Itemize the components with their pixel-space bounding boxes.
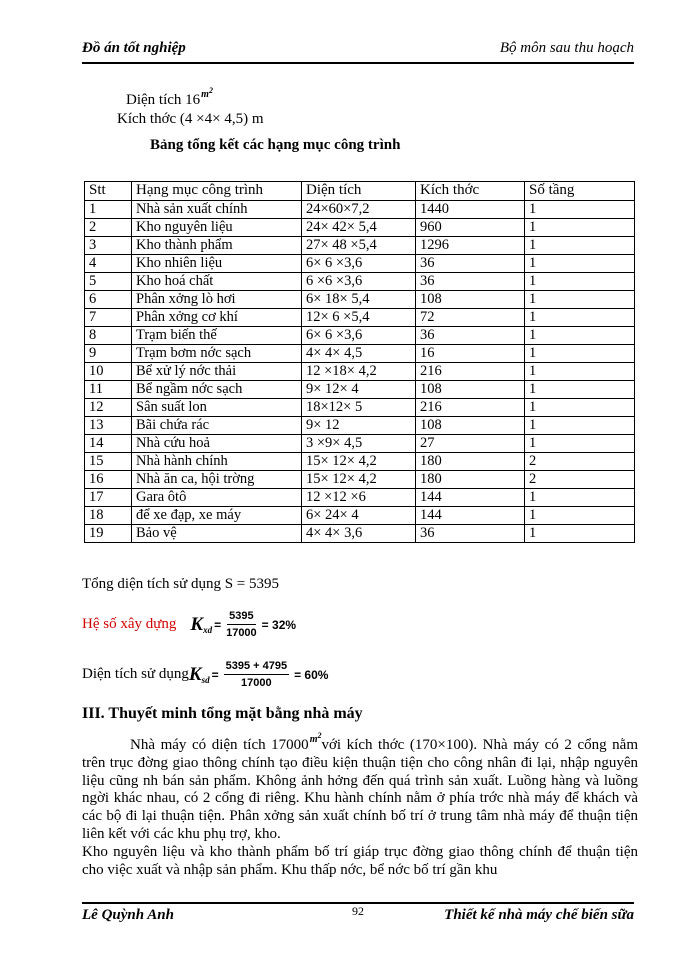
table-row [85, 471, 635, 489]
table-cell: 4× 4× 4,5 [302, 345, 416, 363]
table-cell: 36 [416, 273, 525, 291]
table-cell: 12 ×18× 4,2 [302, 363, 416, 381]
table-cell: 12 [85, 399, 132, 417]
table-row [85, 273, 635, 291]
table-row [85, 381, 635, 399]
table-cell: 19 [85, 525, 132, 543]
table-cell: 27 [416, 435, 525, 453]
table-cell: 4× 4× 3,6 [302, 525, 416, 543]
table-cell: Trạm bơm nớc sạch [132, 345, 302, 363]
table-cell: 6 [85, 291, 132, 309]
table-row [85, 435, 635, 453]
table-cell: Kho hoá chất [132, 273, 302, 291]
table-cell: 6 ×6 ×3,6 [302, 273, 416, 291]
table-cell: 15× 12× 4,2 [302, 453, 416, 471]
table-cell: 1 [525, 309, 635, 327]
table-cell: 24×60×7,2 [302, 201, 416, 219]
table-row [85, 417, 635, 435]
table-cell: Trạm biến thế [132, 327, 302, 345]
coef-build-fraction [226, 610, 257, 639]
table-cell: Bể ngầm nớc sạch [132, 381, 302, 399]
coef-use-fraction [224, 660, 289, 689]
footer-author: Lê Quỳnh Anh [82, 907, 174, 923]
table-cell: 4 [85, 255, 132, 273]
table-row [85, 453, 635, 471]
coef-use-eq: = [211, 667, 219, 682]
table-cell: 6× 6 ×3,6 [302, 327, 416, 345]
table-cell: 216 [416, 363, 525, 381]
table-cell: Nhà hành chính [132, 453, 302, 471]
table-cell: 1 [525, 327, 635, 345]
table-cell: 180 [416, 453, 525, 471]
body-text [82, 727, 638, 879]
table-row [85, 327, 635, 345]
table-header-cell: Số tầng [525, 182, 635, 201]
coef-build-label: Hệ số xây dựng [82, 616, 177, 632]
table-cell: 3 ×9× 4,5 [302, 435, 416, 453]
table-cell: 1440 [416, 201, 525, 219]
area-label: Diện tích 16 [126, 92, 201, 108]
table-row [85, 255, 635, 273]
table-cell: Nhà sản xuất chính [132, 201, 302, 219]
table-cell: 1 [525, 507, 635, 525]
table-cell: 72 [416, 309, 525, 327]
table-cell: 15× 12× 4,2 [302, 471, 416, 489]
coef-use-denominator: 17000 [241, 677, 272, 689]
header-left: Đồ án tốt nghiệp [82, 40, 186, 56]
total-area: Tổng diện tích sử dụng S = 5395 [82, 576, 279, 592]
table-cell: 108 [416, 381, 525, 399]
page-header [82, 40, 634, 64]
table-cell: Bảo vệ [132, 525, 302, 543]
table-cell: 10 [85, 363, 132, 381]
table-cell: 1 [525, 255, 635, 273]
table-row [85, 399, 635, 417]
table-cell: 6× 6 ×3,6 [302, 255, 416, 273]
table-cell: 16 [416, 345, 525, 363]
coef-build-symbol: $K_{xd}$ [190, 613, 213, 635]
table-cell: Kho thành phẩm [132, 237, 302, 255]
size-line: Kích thớc (4 ×4× 4,5) m [117, 111, 264, 127]
table-cell: 2 [525, 453, 635, 471]
summary-table [84, 181, 635, 543]
table-header-row [85, 182, 635, 201]
table-cell: 5 [85, 273, 132, 291]
table-cell: 108 [416, 291, 525, 309]
coef-build-denominator: 17000 [226, 627, 257, 639]
table-cell: 13 [85, 417, 132, 435]
table-row [85, 525, 635, 543]
table-cell: Kho nhiên liệu [132, 255, 302, 273]
table-cell: Bể xử lý nớc thải [132, 363, 302, 381]
table-cell: 24× 42× 5,4 [302, 219, 416, 237]
table-cell: 12 ×12 ×6 [302, 489, 416, 507]
table-cell: 1 [525, 417, 635, 435]
table-cell: 108 [416, 417, 525, 435]
table-row [85, 363, 635, 381]
table-cell: 1 [525, 291, 635, 309]
table-cell: 11 [85, 381, 132, 399]
table-header-cell: Hạng mục công trình [132, 182, 302, 201]
table-cell: 17 [85, 489, 132, 507]
table-cell: 36 [416, 255, 525, 273]
table-cell: 1 [525, 525, 635, 543]
table-cell: 9× 12× 4 [302, 381, 416, 399]
table-cell: 960 [416, 219, 525, 237]
table-cell: 216 [416, 399, 525, 417]
coef-build-formula [82, 610, 298, 639]
page-footer [82, 902, 634, 924]
table-title: Bảng tổng kết các hạng mục công trình [150, 137, 401, 153]
table-cell: 9 [85, 345, 132, 363]
table-cell: để xe đạp, xe máy [132, 507, 302, 525]
table-header-cell: Stt [85, 182, 132, 201]
table-cell: 8 [85, 327, 132, 345]
table-cell: 144 [416, 489, 525, 507]
table-cell: 16 [85, 471, 132, 489]
footer-title: Thiết kế nhà máy chế biến sữa [444, 907, 634, 923]
table-cell: 7 [85, 309, 132, 327]
table-row [85, 219, 635, 237]
table-cell: 6× 18× 5,4 [302, 291, 416, 309]
table-cell: 12× 6 ×5,4 [302, 309, 416, 327]
table-cell: Bãi chứa rác [132, 417, 302, 435]
table-row [85, 237, 635, 255]
table-row [85, 309, 635, 327]
table-cell: 144 [416, 507, 525, 525]
table-cell: 1 [525, 201, 635, 219]
coef-build-result: = 32% [261, 617, 297, 632]
table-cell: Phân xởng lò hơi [132, 291, 302, 309]
table-cell: 15 [85, 453, 132, 471]
coef-use-result: = 60% [294, 667, 329, 682]
paragraph-1: Nhà máy có diện tích $17000^{m^2}với$ kích thớc (170×100). Nhà máy có 2 cổng nằm trên trục đờng giao thông chính tạo điều kiện thuận tiện cho công nhân đi lại, nhập nguyên liệu cũng nh bán sản phẩm. Không ảnh hởng đến quá trình sản xuất. Luồng hàng và luồng ngời khác nhau, có 2 cổng đi riêng. Khu hành chính nằm ở phía trớc nhà máy để khách và các bộ đi lại thuận tiện. Phân xởng sản xuất chính bố trí ở trung tâm nhà máy để thuận tiện liên kết với các khu phụ trợ, kho. [82, 731, 638, 842]
table-cell: 1 [525, 237, 635, 255]
coef-build-numerator: 5395 [227, 610, 255, 625]
area-line [126, 86, 213, 109]
table-cell: 18 [85, 507, 132, 525]
table-cell: Phân xởng cơ khí [132, 309, 302, 327]
page-number: 92 [352, 904, 364, 918]
header-right: Bộ môn sau thu hoạch [499, 40, 634, 56]
area-unit: m2 [201, 86, 213, 100]
paragraph-2: Kho nguyên liệu và kho thành phẩm bố trí giáp trục đờng giao thông chính để thuận tiện cho việc xuất và nhập sản phẩm. Khu thấp nớc, bể nớc bố trí gần khu [82, 843, 638, 878]
coef-use-label: Diện tích sử dụng [82, 666, 189, 682]
table-cell: 27× 48 ×5,4 [302, 237, 416, 255]
table-row [85, 345, 635, 363]
table-cell: Sân suất lon [132, 399, 302, 417]
table-cell: 1 [525, 489, 635, 507]
table-cell: 1 [525, 219, 635, 237]
table-cell: 36 [416, 525, 525, 543]
table-cell: 1 [525, 399, 635, 417]
table-cell: 18×12× 5 [302, 399, 416, 417]
table-cell: Kho nguyên liệu [132, 219, 302, 237]
table-cell: 1 [525, 381, 635, 399]
table-cell: 14 [85, 435, 132, 453]
table-cell: Gara ôtô [132, 489, 302, 507]
table-row [85, 507, 635, 525]
table-cell: 1 [525, 273, 635, 291]
table-row [85, 489, 635, 507]
table-cell: 1 [85, 201, 132, 219]
table-cell: 180 [416, 471, 525, 489]
table-cell: 2 [525, 471, 635, 489]
table-cell: 1296 [416, 237, 525, 255]
table-cell: Nhà cứu hoả [132, 435, 302, 453]
table-header-cell: Diện tích [302, 182, 416, 201]
coef-build-eq: = [214, 617, 222, 632]
table-row [85, 291, 635, 309]
table-cell: 1 [525, 435, 635, 453]
table-cell: 36 [416, 327, 525, 345]
coef-use-symbol: $K_{sd}$ [188, 663, 210, 685]
coef-use-formula [82, 660, 330, 689]
table-header-cell: Kích thớc [416, 182, 525, 201]
table-cell: 3 [85, 237, 132, 255]
table-cell: 1 [525, 345, 635, 363]
table-cell: 1 [525, 363, 635, 381]
table-row [85, 201, 635, 219]
table-cell: 2 [85, 219, 132, 237]
section-title: III. Thuyết minh tổng mặt bằng nhà máy [82, 705, 363, 722]
table-cell: 6× 24× 4 [302, 507, 416, 525]
table-cell: 9× 12 [302, 417, 416, 435]
table-cell: Nhà ăn ca, hội trờng [132, 471, 302, 489]
coef-use-numerator: 5395 + 4795 [224, 660, 289, 675]
